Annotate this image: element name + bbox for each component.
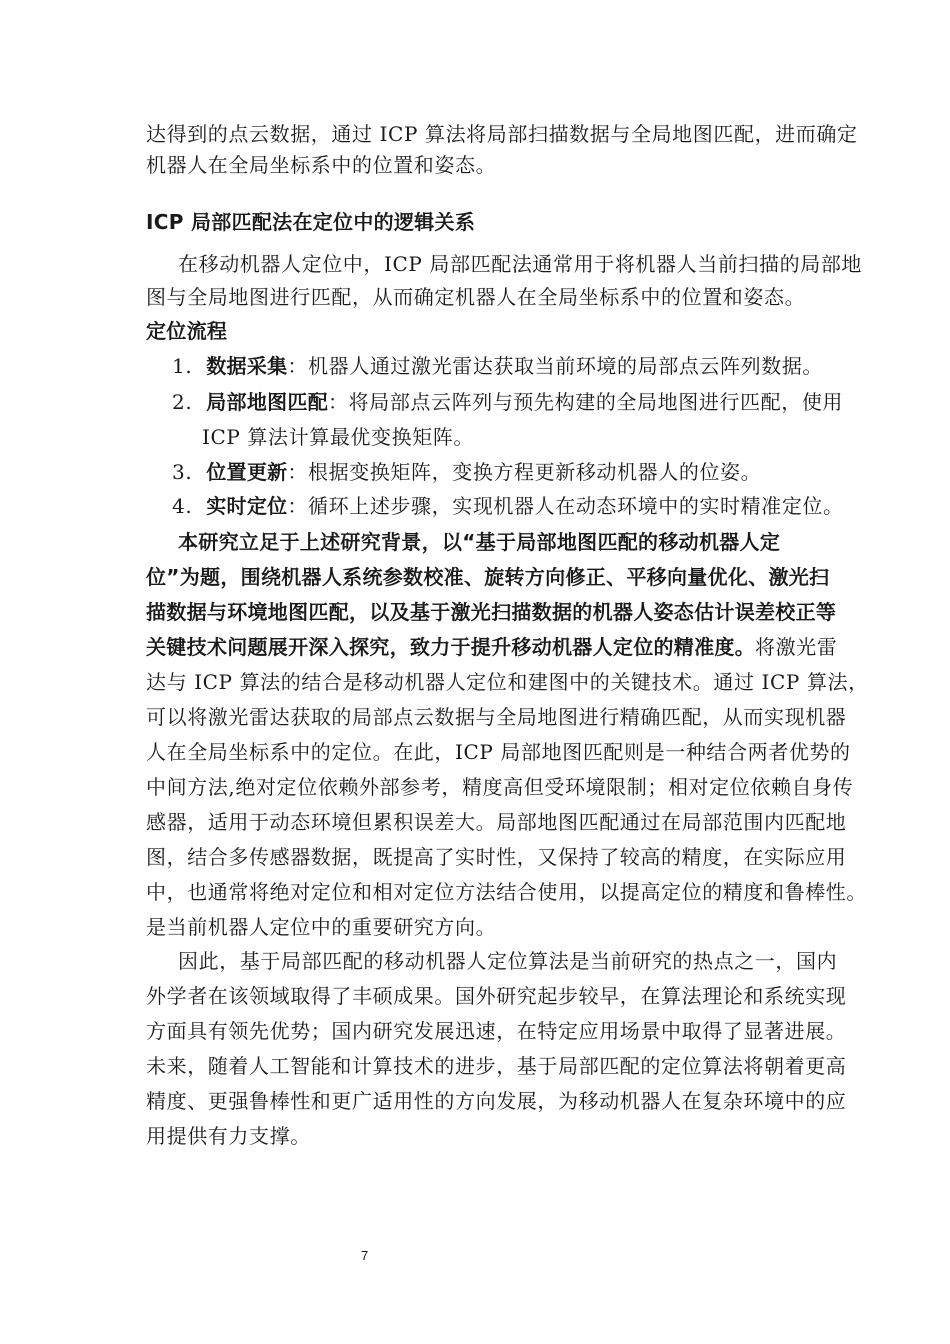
step-number: 1.	[172, 354, 193, 378]
step-title: 数据采集	[206, 354, 288, 378]
paragraph-line: 在移动机器人定位中，ICP 局部匹配法通常用于将机器人当前扫描的局部地	[178, 252, 863, 276]
step-item	[172, 460, 761, 484]
step-text: ：循环上述步骤，实现机器人在动态环境中的实时精准定位。	[287, 494, 844, 518]
step-continuation: ICP 算法计算最优变换矩阵。	[202, 425, 475, 449]
section-heading: ICP 局部匹配法在定位中的逻辑关系	[146, 210, 476, 234]
step-text: ：根据变换矩阵，变换方程更新移动机器人的位姿。	[287, 460, 762, 484]
step-number: 2.	[172, 390, 193, 414]
paragraph-line-bold: 位”为题，围绕机器人系统参数校准、旋转方向修正、平移向量优化、激光扫	[146, 565, 830, 589]
paragraph-line: 未来，随着人工智能和计算技术的进步，基于局部匹配的定位算法将朝着更高	[146, 1054, 847, 1078]
step-text: ：机器人通过激光雷达获取当前环境的局部点云阵列数据。	[287, 354, 824, 378]
paragraph-line: 感器，适用于动态环境但累积误差大。局部地图匹配通过在局部范围内匹配地	[146, 810, 847, 834]
bold-segment: 关键技术问题展开深入探究，致力于提升移动机器人定位的精准度。	[146, 635, 755, 659]
step-title: 位置更新	[206, 460, 288, 484]
flow-heading: 定位流程	[146, 319, 228, 343]
paragraph-line: 是当前机器人定位中的重要研究方向。	[146, 915, 497, 939]
page-number: 7	[361, 1248, 369, 1263]
paragraph-line: 外学者在该领域取得了丰硕成果。国外研究起步较早，在算法理论和系统实现	[146, 984, 847, 1008]
paragraph-line: 因此，基于局部匹配的移动机器人定位算法是当前研究的热点之一，国内	[178, 949, 838, 973]
step-number: 3.	[172, 460, 193, 484]
paragraph-line: 图与全局地图进行匹配，从而确定机器人在全局坐标系中的位置和姿态。	[146, 285, 806, 309]
paragraph-line: 达与 ICP 算法的结合是移动机器人定位和建图中的关键技术。通过 ICP 算法，	[146, 670, 869, 694]
paragraph-line: 精度、更强鲁棒性和更广适用性的方向发展，为移动机器人在复杂环境中的应	[146, 1089, 847, 1113]
intro-line: 机器人在全局坐标系中的位置和姿态。	[146, 153, 497, 177]
step-text: ：将局部点云阵列与预先构建的全局地图进行匹配，使用	[328, 390, 844, 414]
step-title: 局部地图匹配	[206, 390, 329, 414]
normal-segment: 将激光雷	[755, 635, 838, 659]
paragraph-line: 人在全局坐标系中的定位。在此，ICP 局部地图匹配则是一种结合两者优势的	[146, 740, 851, 764]
intro-line: 达得到的点云数据，通过 ICP 算法将局部扫描数据与全局地图匹配，进而确定	[146, 122, 858, 146]
paragraph-line-mixed	[146, 635, 837, 659]
step-item	[172, 354, 823, 378]
paragraph-line-bold: 本研究立足于上述研究背景，以“基于局部地图匹配的移动机器人定	[178, 530, 781, 554]
paragraph-line: 可以将激光雷达获取的局部点云数据与全局地图进行精确匹配，从而实现机器	[146, 705, 847, 729]
paragraph-line: 中间方法,绝对定位依赖外部参考，精度高但受环境限制；相对定位依赖自身传	[146, 775, 854, 799]
step-item	[172, 390, 843, 414]
step-number: 4.	[172, 494, 193, 518]
paragraph-line: 用提供有力支撑。	[146, 1124, 311, 1148]
paragraph-line: 方面具有领先优势；国内研究发展迅速，在特定应用场景中取得了显著进展。	[146, 1019, 847, 1043]
step-item	[172, 494, 844, 518]
paragraph-line: 图，结合多传感器数据，既提高了实时性，又保持了较高的精度，在实际应用	[146, 845, 847, 869]
paragraph-line-bold: 描数据与环境地图匹配，以及基于激光扫描数据的机器人姿态估计误差校正等	[146, 600, 837, 624]
paragraph-line: 中，也通常将绝对定位和相对定位方法结合使用，以提高定位的精度和鲁棒性。	[146, 880, 867, 904]
step-title: 实时定位	[206, 494, 288, 518]
